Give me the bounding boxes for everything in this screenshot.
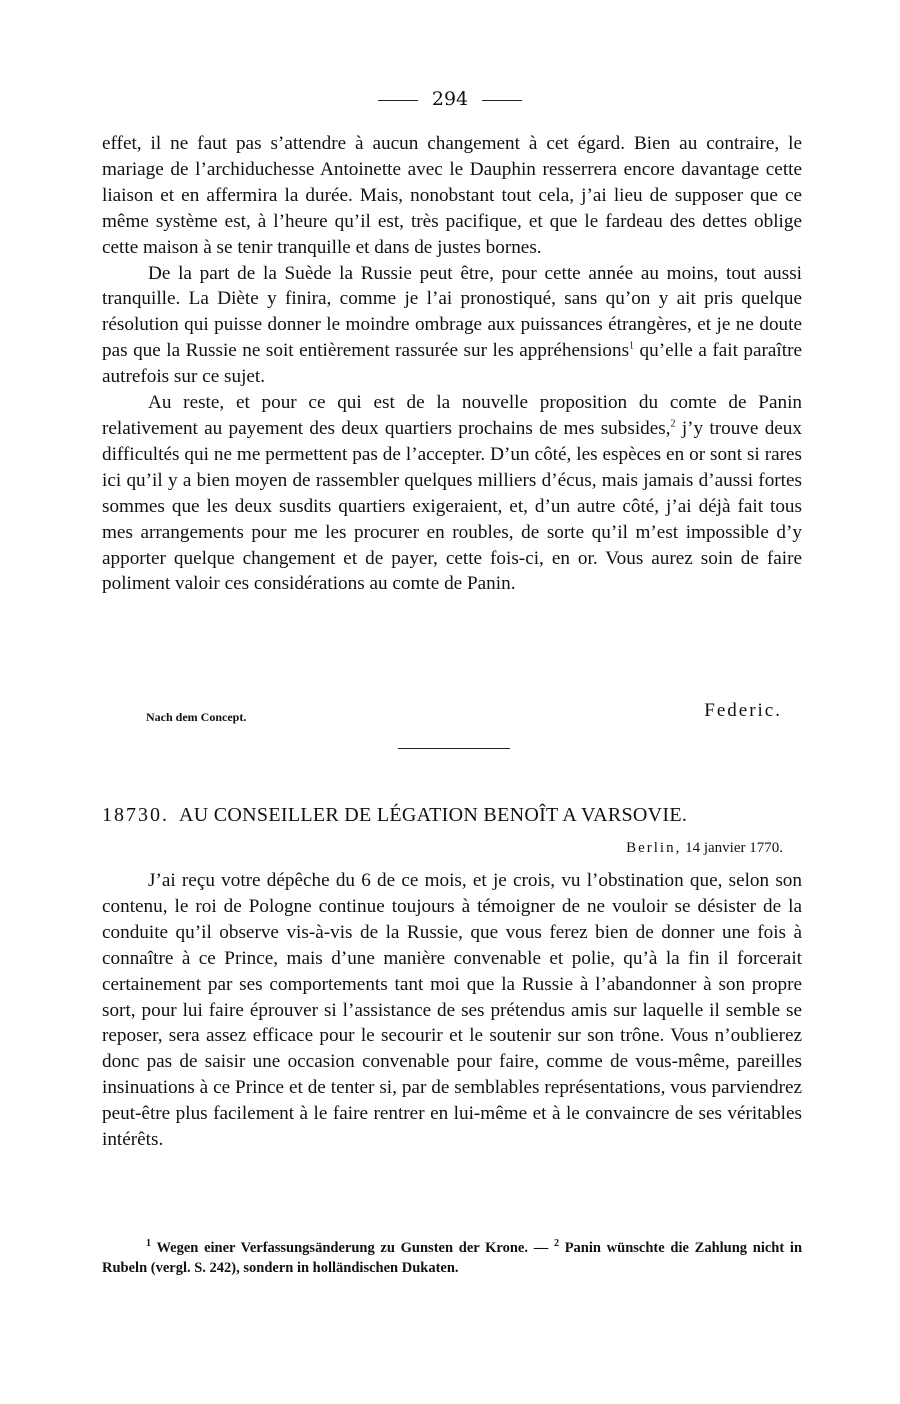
footnote-separator: — [533,1240,549,1256]
footnotes [102,1238,802,1278]
footnote-1: Wegen einer Verfassungsänderung zu Gunsten der Krone. [156,1240,528,1256]
dateline-place: Berlin, [626,840,682,856]
footnote-mark: 1 [629,340,635,352]
dateline [626,840,783,857]
source-note: Nach dem Concept. [146,710,247,724]
page-number-dash-left [378,100,418,101]
page-number-dash-right [482,100,522,101]
page-number: 294 [0,88,900,110]
paragraph: Au reste, et pour ce qui est de la nouvelle proposition du comte de Panin relativement au payement des deux quartiers prochains de mes subsides,$^2$ j’y trouve deux difficultés qui ne me permettent pas de l’accepter. D’un côté, les espèces en or sont si rares ici qu’il y a bien moyen de rassembler quelques milliers d’écus, mais jamais d’aussi fortes sommes que les deux susdits quartiers exigeraient, et, d’un autre côté, j’ai déjà fait tous mes arrangements pour me les procurer en roubles, de sorte qu’il m’est impossible d’y apporter quelque changement et de payer, cette fois-ci, en or. Vous aurez soin de faire poliment valoir ces considérations au comte de Panin. [102,392,802,595]
letter-heading [102,804,802,827]
letter-title: AU CONSEILLER DE LÉGATION BENOÎT A VARSOVIE. [179,804,688,826]
paragraph: effet, il ne faut pas s’attendre à aucun changement à cet égard. Bien au contraire, le mariage de l’archiduchesse Antoinette avec le Dauphin resserrera encore davantage cette liaison et en affermira la durée. Mais, nonobstant tout cela, j’ai lieu de supposer que ce même système est, à l’heure qu’il est, très pacifique, et que le fardeau des dettes oblige cette maison à se tenir tranquille et dans de justes bornes. [102,133,802,258]
footnote-mark: 2 [553,1238,559,1250]
paragraph: J’ai reçu votre dépêche du 6 de ce mois, et je crois, vu l’obstination que, selon son contenu, le roi de Pologne continue toujours à témoigner de ne vouloir se désister de la conduite qu’il observe vis-à-vis de la Russie, que vous ferez bien de donner une fois à connaître à ce Prince, mais d’une manière convenable et polie, qu’à la fin il forcerait certainement par ses comportements tant moi que la Russie à l’abandonner à son propre sort, pour lui faire éprouver si l’assistance de ses prétendus amis sur laquelle il semble se reposer, sera assez efficace pour le secourir et le soutenir sur son trône. Vous n’oublierez donc pas de saisir une occasion convenable pour faire, comme de vous-même, pareilles insinuations à ce Prince et de tenter si, par de semblables représentations, vous parviendrez peut-être plus facilement à le faire rentrer en lui-même et à le convaincre de ses véritables intérêts. [102,870,802,1151]
letter-number: 18730. [102,804,169,826]
signature: Federic. [704,700,782,721]
section-divider [398,748,510,749]
dateline-date: 14 janvier 1770. [685,840,783,856]
letter1-body [102,131,802,597]
footnote-2: Panin wünschte die Zahlung nicht in Rubeln (vergl. S. 242), sondern in holländischen Dukaten. [102,1240,803,1276]
letter2-body [102,868,802,1153]
footnote-mark: 1 [146,1238,151,1250]
paragraph: De la part de la Suède la Russie peut être, pour cette année au moins, tout aussi tranquille. La Diète y finira, comme je l’ai pronostiqué, sans qu’on y ait pris quelque résolution qui puisse donner le moindre ombrage aux puissances étrangères, et je ne doute pas que la Russie ne soit entièrement rassurée sur les appréhensions$^1$ qu’elle a fait paraître autrefois sur ce sujet. [102,262,802,388]
footnote-mark: 2 [670,418,676,430]
